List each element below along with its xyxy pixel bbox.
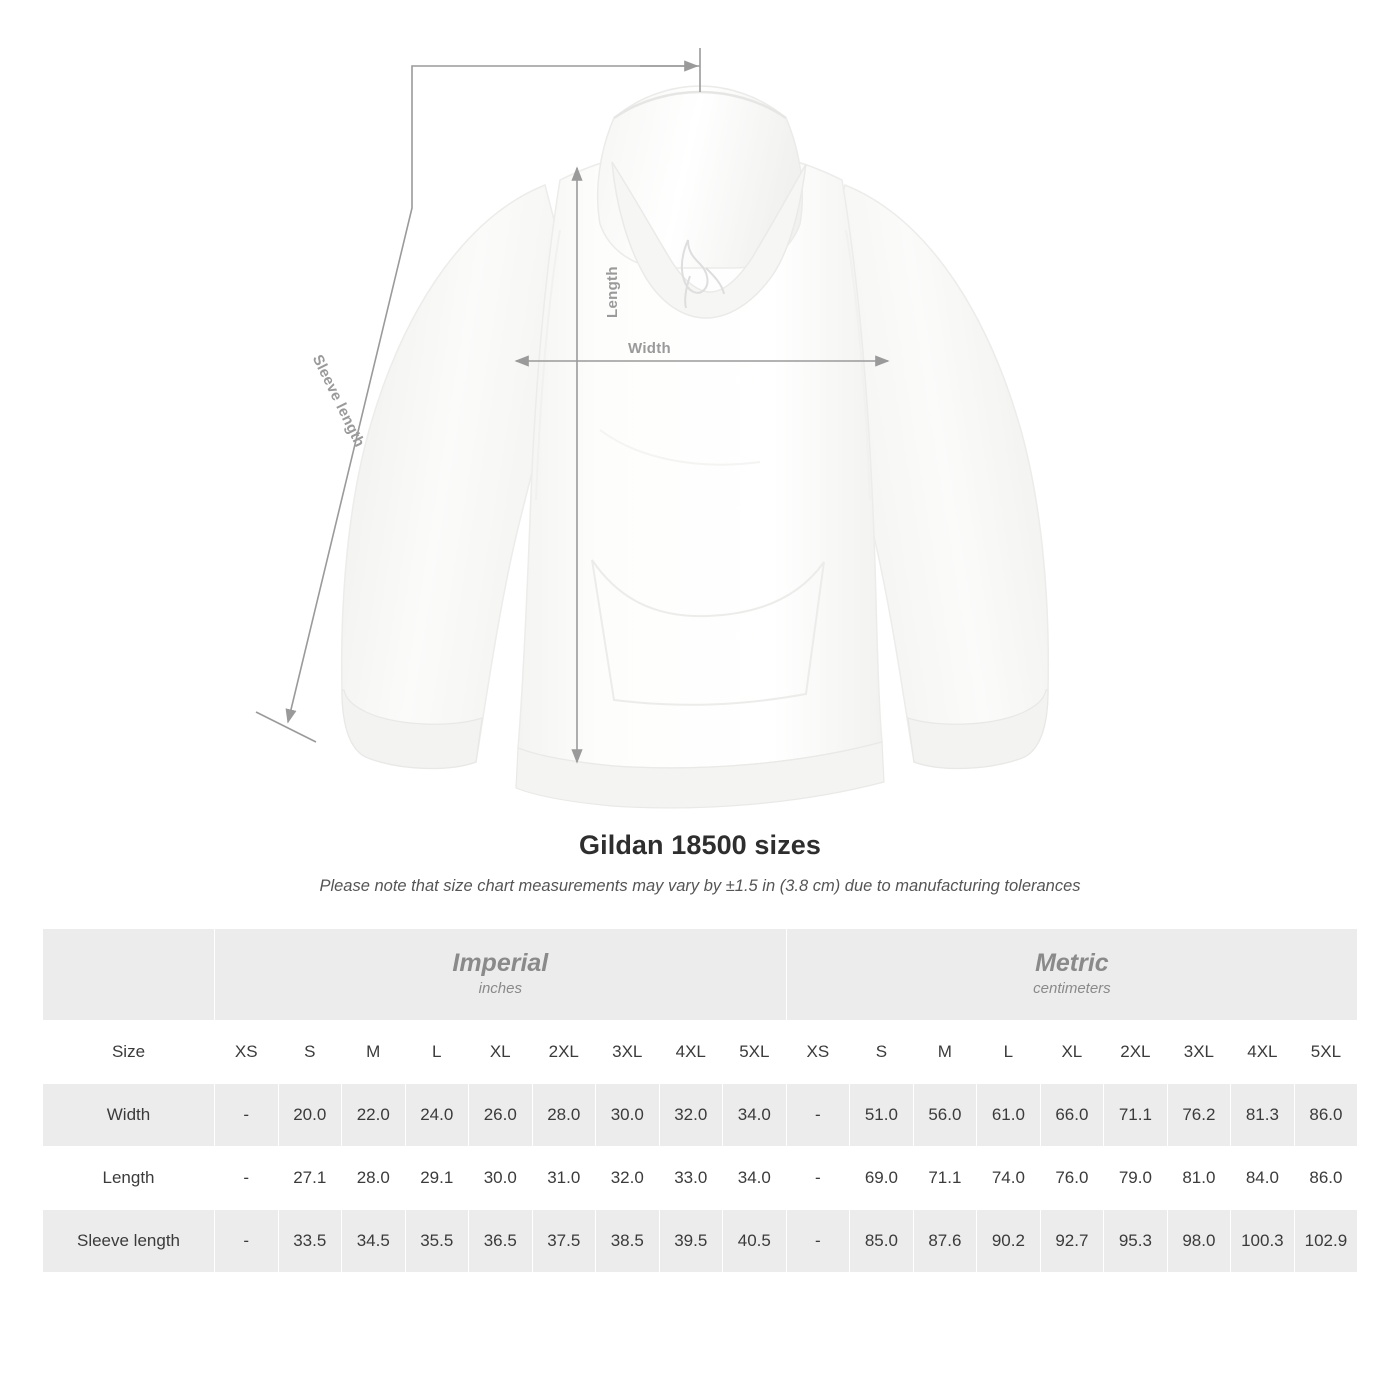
imperial-unit-sub: inches [478,979,522,997]
row-label-sleeve-length: Sleeve length [43,1210,215,1273]
size-header-imperial-3xl: 3XL [596,1021,660,1084]
cell-sleeve-imperial-xl: 36.5 [469,1210,533,1273]
cell-sleeve-imperial-3xl: 38.5 [596,1210,660,1273]
cell-width-imperial-xl: 26.0 [469,1084,533,1147]
size-header-label: Size [43,1021,215,1084]
cell-sleeve-metric-5xl: 102.9 [1294,1210,1358,1273]
cell-sleeve-imperial-4xl: 39.5 [659,1210,723,1273]
size-header-metric-xs: XS [786,1021,850,1084]
cell-width-metric-xl: 66.0 [1040,1084,1104,1147]
size-header-row [43,1021,1358,1084]
hoodie-graphic [342,86,1049,808]
cell-length-imperial-3xl: 32.0 [596,1147,660,1210]
size-header-metric-3xl: 3XL [1167,1021,1231,1084]
cell-length-imperial-s: 27.1 [278,1147,342,1210]
cell-width-imperial-3xl: 30.0 [596,1084,660,1147]
cell-length-metric-3xl: 81.0 [1167,1147,1231,1210]
cell-length-metric-2xl: 79.0 [1104,1147,1168,1210]
cell-sleeve-imperial-5xl: 40.5 [723,1210,787,1273]
cell-sleeve-metric-m: 87.6 [913,1210,977,1273]
sleeve-length-dimension-label: Sleeve length [308,352,369,450]
cell-sleeve-metric-2xl: 95.3 [1104,1210,1168,1273]
table-row [43,1147,1358,1210]
size-header-metric-m: M [913,1021,977,1084]
unit-header-row [43,929,1358,1021]
cell-width-imperial-2xl: 28.0 [532,1084,596,1147]
cell-length-metric-xl: 76.0 [1040,1147,1104,1210]
table-row [43,1210,1358,1273]
imperial-unit-name: Imperial [452,948,549,977]
size-header-imperial-xl: XL [469,1021,533,1084]
cell-width-metric-5xl: 86.0 [1294,1084,1358,1147]
size-header-imperial-xs: XS [215,1021,279,1084]
length-dimension-label: Length [604,266,621,318]
cell-width-metric-l: 61.0 [977,1084,1041,1147]
imperial-unit-header [215,929,787,1021]
cell-sleeve-metric-3xl: 98.0 [1167,1210,1231,1273]
size-chart-table-wrap [42,928,1358,1273]
cell-width-imperial-5xl: 34.0 [723,1084,787,1147]
cell-width-metric-s: 51.0 [850,1084,914,1147]
cell-sleeve-metric-l: 90.2 [977,1210,1041,1273]
cell-length-metric-s: 69.0 [850,1147,914,1210]
size-header-imperial-4xl: 4XL [659,1021,723,1084]
size-header-imperial-l: L [405,1021,469,1084]
cell-length-imperial-4xl: 33.0 [659,1147,723,1210]
cell-sleeve-metric-s: 85.0 [850,1210,914,1273]
title-block [0,830,1400,896]
cell-width-imperial-m: 22.0 [342,1084,406,1147]
size-header-imperial-s: S [278,1021,342,1084]
cell-sleeve-metric-xl: 92.7 [1040,1210,1104,1273]
size-header-imperial-5xl: 5XL [723,1021,787,1084]
cell-length-imperial-5xl: 34.0 [723,1147,787,1210]
size-header-metric-l: L [977,1021,1041,1084]
cell-width-metric-2xl: 71.1 [1104,1084,1168,1147]
metric-unit-header [786,929,1358,1021]
metric-unit-sub: centimeters [1033,979,1111,997]
cell-width-metric-xs: - [786,1084,850,1147]
cell-sleeve-metric-xs: - [786,1210,850,1273]
cell-sleeve-imperial-s: 33.5 [278,1210,342,1273]
unit-header-spacer [43,929,215,1021]
cell-width-imperial-l: 24.0 [405,1084,469,1147]
cell-width-imperial-xs: - [215,1084,279,1147]
size-header-metric-2xl: 2XL [1104,1021,1168,1084]
size-chart-table [42,928,1358,1273]
cell-length-metric-xs: - [786,1147,850,1210]
size-header-metric-5xl: 5XL [1294,1021,1358,1084]
row-label-width: Width [43,1084,215,1147]
cell-length-imperial-xs: - [215,1147,279,1210]
size-header-metric-4xl: 4XL [1231,1021,1295,1084]
size-header-imperial-2xl: 2XL [532,1021,596,1084]
cell-length-metric-5xl: 86.0 [1294,1147,1358,1210]
size-header-metric-s: S [850,1021,914,1084]
tolerance-note: Please note that size chart measurements may vary by ±1.5 in (3.8 cm) due to manufacturing tolerances [319,877,1081,895]
cell-sleeve-imperial-2xl: 37.5 [532,1210,596,1273]
cell-length-metric-l: 74.0 [977,1147,1041,1210]
table-row [43,1084,1358,1147]
cell-length-imperial-2xl: 31.0 [532,1147,596,1210]
cell-sleeve-imperial-l: 35.5 [405,1210,469,1273]
cell-width-metric-3xl: 76.2 [1167,1084,1231,1147]
cell-sleeve-imperial-xs: - [215,1210,279,1273]
size-header-metric-xl: XL [1040,1021,1104,1084]
cell-width-imperial-s: 20.0 [278,1084,342,1147]
cell-length-metric-m: 71.1 [913,1147,977,1210]
cell-length-imperial-m: 28.0 [342,1147,406,1210]
cell-sleeve-imperial-m: 34.5 [342,1210,406,1273]
cell-width-imperial-4xl: 32.0 [659,1084,723,1147]
cell-sleeve-metric-4xl: 100.3 [1231,1210,1295,1273]
row-label-length: Length [43,1147,215,1210]
cell-length-imperial-l: 29.1 [405,1147,469,1210]
width-dimension-label: Width [628,340,672,357]
cell-length-metric-4xl: 84.0 [1231,1147,1295,1210]
cell-width-metric-m: 56.0 [913,1084,977,1147]
cell-length-imperial-xl: 30.0 [469,1147,533,1210]
cell-width-metric-4xl: 81.3 [1231,1084,1295,1147]
metric-unit-name: Metric [1035,948,1109,977]
page-title: Gildan 18500 sizes [579,830,821,860]
size-header-imperial-m: M [342,1021,406,1084]
